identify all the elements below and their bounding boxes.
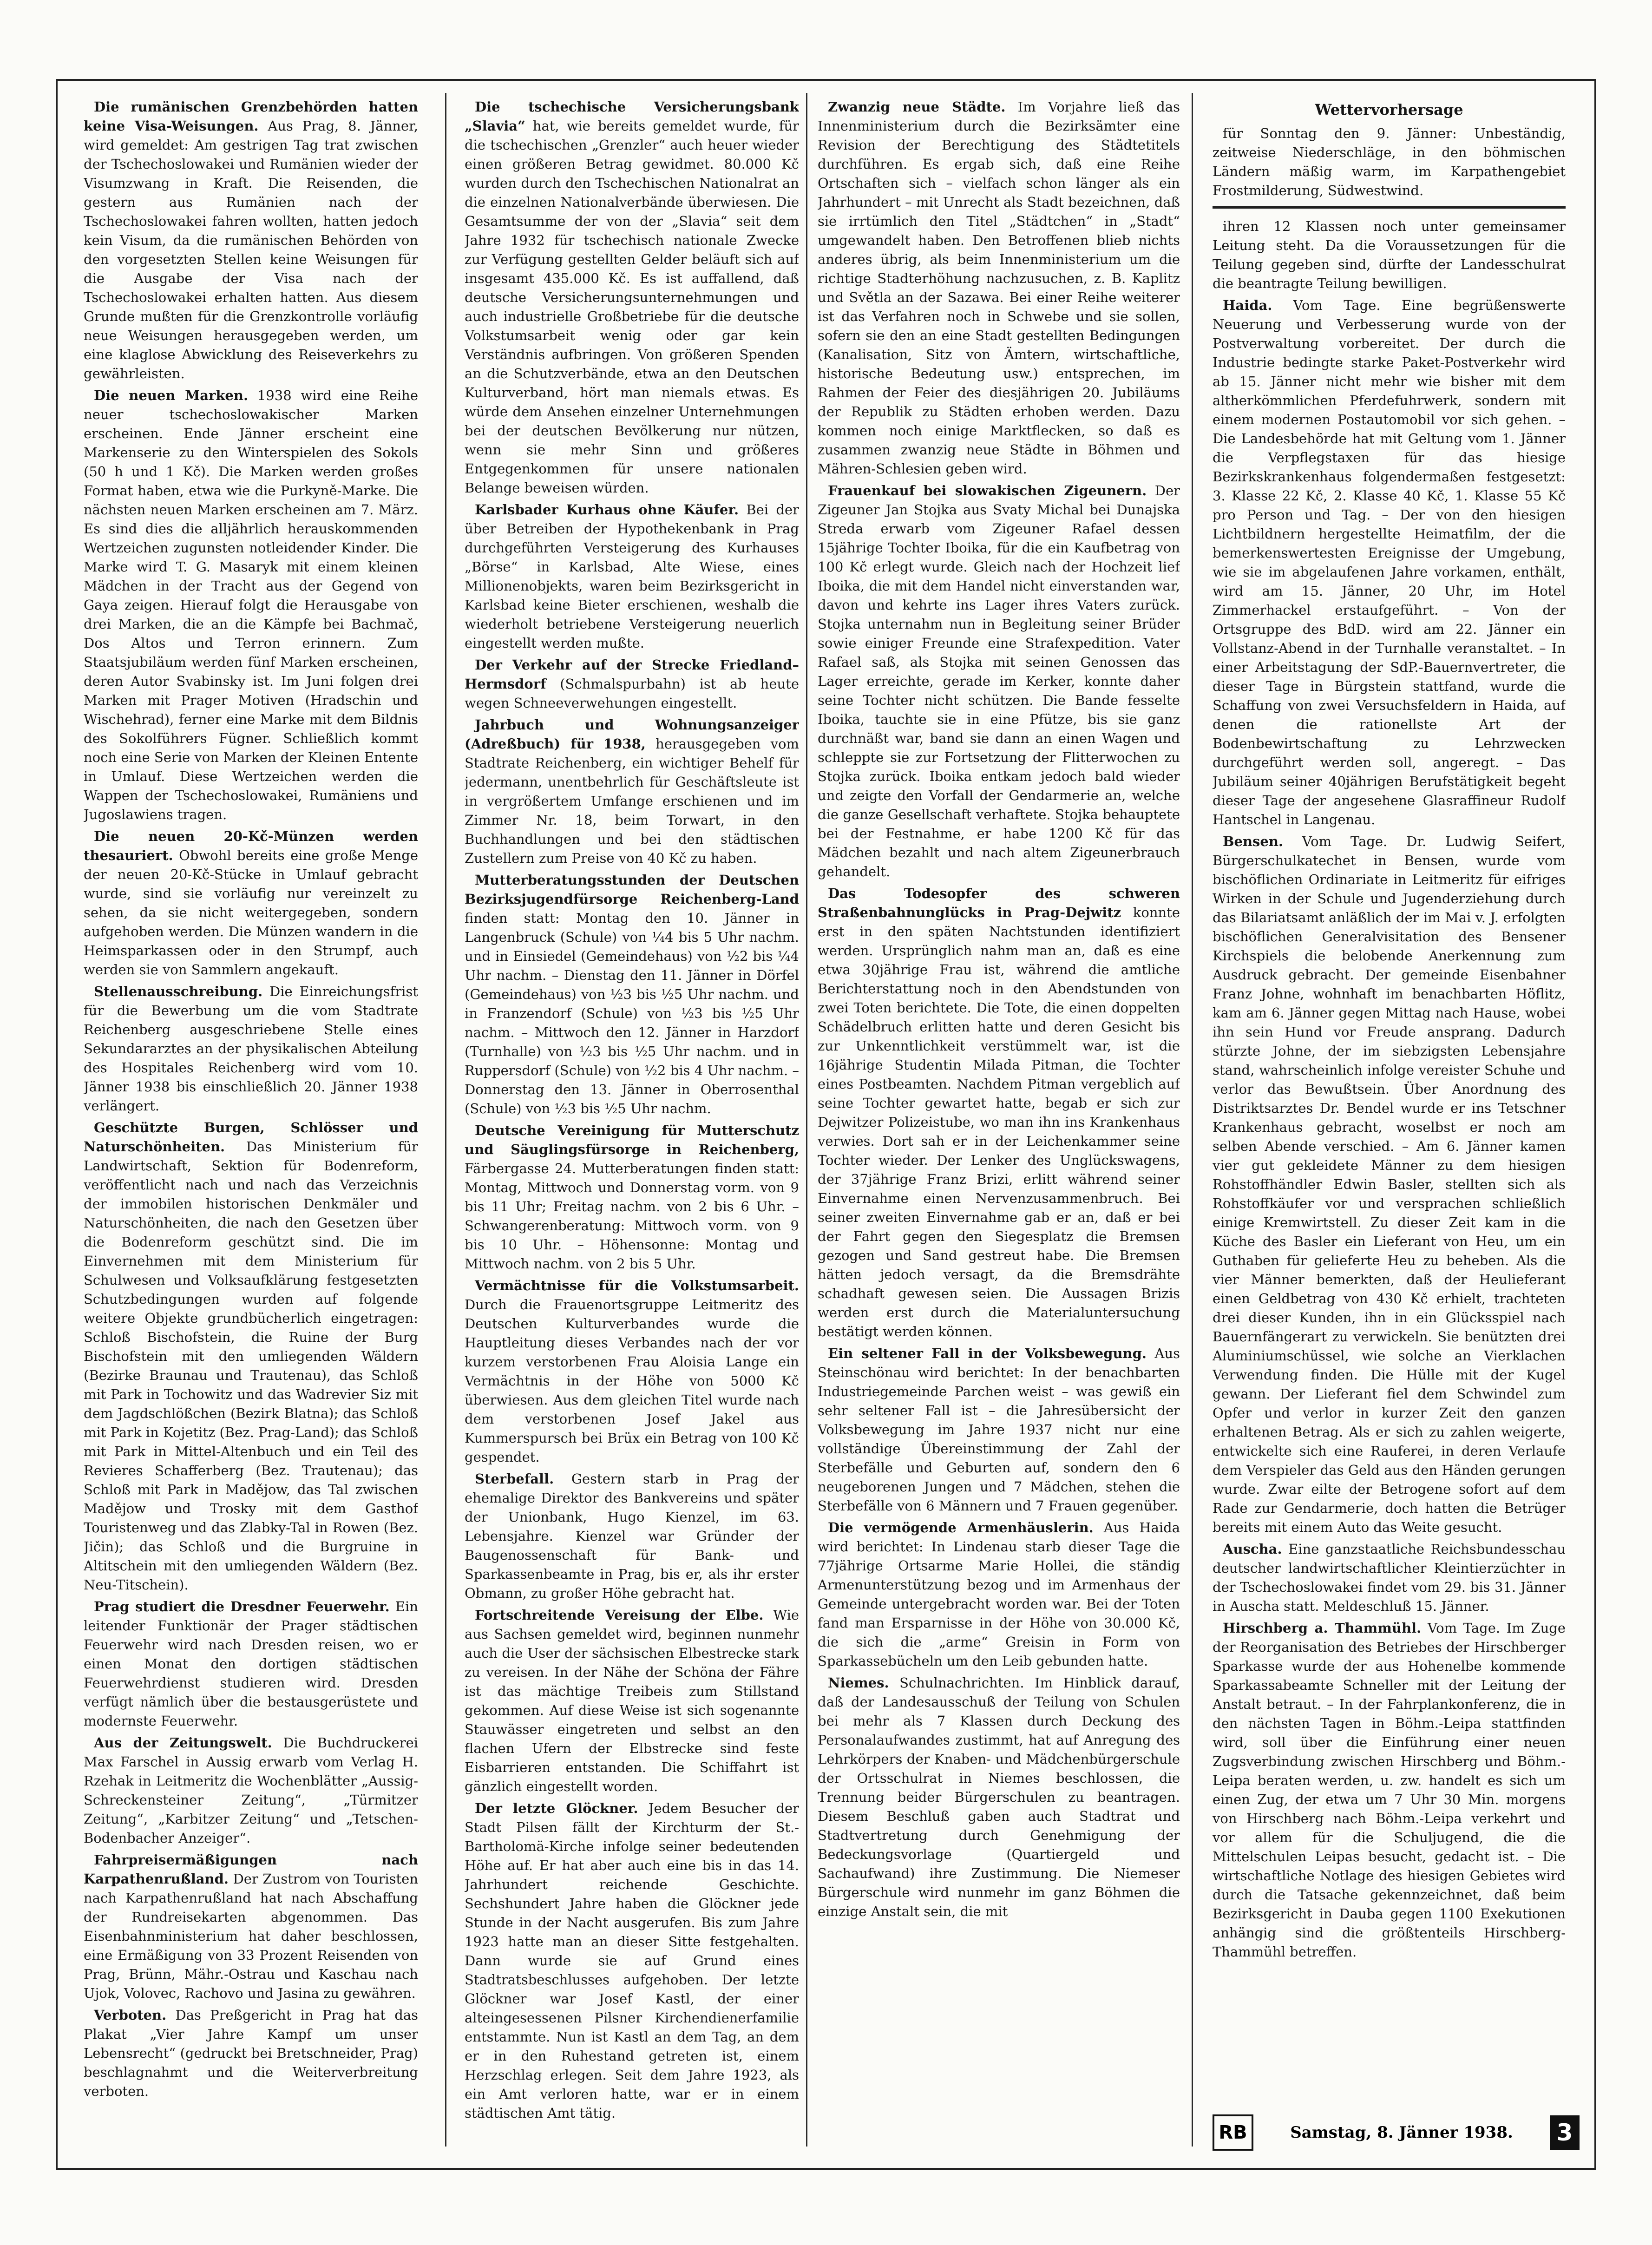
page-number: 3 <box>1550 2115 1580 2150</box>
article-headline: Fahrpreisermäßigungen nach Karpathenrußland. <box>84 1852 418 1887</box>
article-text: Der Zustrom von Touristen nach Karpathenrußland hat nach Abschaffung der Rundreisekarten abgenommen. Das Eisenbahnministerium hat daher beschlossen, eine Ermäßigung von 33 Prozent Reisenden von Prag, Brünn, Mähr.-Ostrau und Kaschau nach Ujok, Volovec, Rachovo und Jasina zu gewähren. <box>84 1871 418 2001</box>
article <box>465 656 799 713</box>
article-headline: Auscha. <box>1223 1541 1282 1557</box>
article <box>1213 1540 1566 1616</box>
article-headline: Der Verkehr auf der Strecke Friedland–Hermsdorf <box>465 657 799 692</box>
article-text: Im Vorjahre ließ das Innenministerium durch die Bezirksämter eine Revision der Berechtigung des Städtetitels durchführen. Es ergab sich, daß eine Reihe Ortschaften sich – vielfach schon länger als ein Jahrhundert – mit Unrecht als Stadt bezeichnen, daß sie irrtümlich den Titel „Städtchen“ in „Stadt“ umgewandelt haben. Den Betroffenen blieb nichts anderes übrig, als beim Innenministerium um die richtige Stadterhöhung nachzusuchen, z. B. Kaplitz und Světla an der Sazawa. Bei einer Reihe weiterer ist das Verfahren noch in Schwebe und sie sollen, sofern sie den an eine Stadt gestellten Bedingungen (Kanalisation, Sitz von Ämtern, wirtschaftliche, historische Bedeutung usw.) entsprechen, im Rahmen der Feier des diesjährigen 20. Jubiläums der Republik zu Städten erhoben werden. Dazu kommen noch einige Marktflecken, so daß es zusammen zwanzig neue Städte in Böhmen und Mähren-Schlesien geben wird. <box>818 99 1180 477</box>
article <box>465 500 799 653</box>
article <box>465 1799 799 2123</box>
article-text: Schulnachrichten. Im Hinblick darauf, daß der Landesausschuß der Teilung von Schulen bei mehr als 7 Klassen durch Deckung des Personalaufwandes zustimmt, hat auf Anregung des Lehrkörpers der Knaben- und Mädchenbürgerschule der Ortsschulrat in Niemes beschlossen, die Trennung beider Bürgerschulen zu beantragen. Diesem Beschluß gaben auch Stadtrat und Stadtvertretung durch Genehmigung der Bedeckungsvorlage (Quartiergeld und Sachaufwand) ihre Zustimmung. Die Niemeser Bürgerschule wird nunmehr im ganz Böhmen die einzige Anstalt sein, die mit <box>818 1675 1180 1919</box>
article <box>818 1674 1180 1921</box>
article <box>818 98 1180 479</box>
article <box>465 98 799 498</box>
article-headline: Die neuen 20-Kč-Münzen werden thesauriert. <box>84 828 418 863</box>
article-text: Gestern starb in Prag der ehemalige Direktor des Bankvereins und später der Unionbank, Hugo Kienzel, im 63. Lebensjahre. Kienzel war Gründer der Baugenossenschaft für Bank- und Sparkassenbeamte in Prag, bis er, als ihr erster Obmann, zu großer Höhe gebracht hat. <box>465 1471 799 1601</box>
article <box>465 871 799 1118</box>
article <box>84 98 418 383</box>
weather-divider <box>1213 206 1566 209</box>
article-text: Vom Tage. Im Zuge der Reorganisation des Betriebes der Hirschberger Sparkasse wurde der aus Hohenelbe kommende Sparkassabeamte Schneller mit der Leitung der Anstalt betraut. – In der Fahrplankonferenz, die in den nächsten Tagen in Böhm.-Leipa stattfinden wird, soll über die Einführung einer neuen Zugsverbindung zwischen Hirschberg und Böhm.-Leipa beraten werden, u. zw. handelt es sich um einen Zug, der etwa um 7 Uhr 30 Min. morgens von Hirschberg nach Böhm.-Leipa verkehrt und vor allem für die Schuljugend, die die Mittelschulen Leipas besucht, gedacht ist. – Die wirtschaftliche Notlage des hiesigen Gebietes wird durch die Tatsache gekennzeichnet, daß beim Bezirksgericht in Dauba gegen 1100 Exekutionen anhängig sind die größtenteils Hirschberg-Thammühl betreffen. <box>1213 1620 1566 1960</box>
article-text: Wie aus Sachsen gemeldet wird, beginnen nunmehr auch die User der sächsischen Elbestrecke stark zu vereisen. In der Nähe der Schöna der Fähre ist das mächtige Treibeis zum Stillstand gekommen. Auf diese Weise ist sich sogenannte Stauwässer eingetreten und selbst an den flachen Ufern der Elbstrecke sind feste Eisbarrieren entstanden. Die Schiffahrt ist gänzlich eingestellt worden. <box>465 1607 799 1794</box>
article-text: hat, wie bereits gemeldet wurde, für die tschechischen „Grenzler“ auch heuer wieder einen größeren Betrag gewidmet. 80.000 Kč wurden durch den Tschechischen Nationalrat an die einzelnen Nationalverbände überwiesen. Die Gesamtsumme der von der „Slavia“ seit dem Jahre 1932 für tschechisch nationale Zwecke zur Verfügung gestellten Gelder beläuft sich auf insgesamt 435.000 Kč. Es ist auffallend, daß deutsche Versicherungsunternehmungen und auch industrielle Großbetriebe für die deutsche Volkstumsarbeit wenig oder gar kein Verständnis aufbringen. Von größeren Spenden an die Schutzverbände, etwa an den Deutschen Kulturverband, hört man niemals etwas. Es würde dem Ansehen einzelner Unternehmungen bei der deutschen Bevölkerung nur nützen, wenn sie mehr Sinn und größeres Entgegenkommen für unsere nationalen Belange beweisen würden. <box>465 118 799 496</box>
article <box>818 1344 1180 1516</box>
article-text: Obwohl bereits eine große Menge der neuen 20-Kč-Stücke in Umlauf gebracht wurde, sind sie vorläufig nur vereinzelt zu sehen, da sie nicht weitergegeben, sondern aufgehoben werden. Die Münzen wandern in die Heimsparkassen oder in den Strumpf, auch werden sie von Sammlern angekauft. <box>84 847 418 978</box>
column-rule <box>806 93 807 2147</box>
article <box>1213 217 1566 293</box>
article-headline: Die neuen Marken. <box>94 387 249 403</box>
article-headline: Sterbefall. <box>475 1471 554 1487</box>
article-headline: Geschützte Burgen, Schlösser und Naturschönheiten. <box>84 1120 418 1155</box>
weather-title: Wettervorhersage <box>1315 101 1463 118</box>
column-1 <box>84 98 418 2151</box>
article-headline: Die rumänischen Grenzbehörden hatten keine Visa-Weisungen. <box>84 99 418 134</box>
article-text: Aus Prag, 8. Jänner, wird gemeldet: Am gestrigen Tag trat zwischen der Tschechoslowakei und Rumänien wieder der Visumzwang in Kraft. Die Reisenden, die gestern aus Rumänien nach der Tschechoslowakei fahren wollten, hatten jedoch kein Visum, da die rumänischen Behörden von den vorgesetzten Stellen keine Weisungen für die Ausgabe der Visa nach der Tschechoslowakei erhalten hatten. Aus diesem Grunde mußten für die Grenzkontrolle vorläufig neue Weisungen herausgegeben werden, um eine klaglose Abwicklung des Reiseverkehrs zu gewährleisten. <box>84 118 418 381</box>
article-text: Die Buchdruckerei Max Farschel in Aussig erwarb vom Verlag H. Rzehak in Leitmeritz die Wochenblätter „Aussig-Schreckensteiner Zeitung“, „Türmitzer Zeitung“, „Karbitzer Zeitung“ und „Tetschen-Bodenbacher Anzeiger“. <box>84 1735 418 1846</box>
article-text: Jedem Besucher der Stadt Pilsen fällt der Kirchturm der St.-Bartholomä-Kirche infolge seiner bedeutenden Höhe auf. Er hat aber auch eine bis in das 14. Jahrhundert reichende Geschichte. Sechshundert Jahre haben die Glöckner jede Stunde in der Nacht ausgerufen. Bis zum Jahre 1923 hatte man an dieser Sitte festgehalten. Dann wurde sie auf Grund eines Stadtratsbeschlusses aufgehoben. Der letzte Glöckner war Josef Kastl, der einer alteingesessenen Pilsner Kirchendienerfamilie entstammte. Nun ist Kastl an dem Tag, an dem er in den Ruhestand getreten ist, einem Herzschlag erlegen. Seit dem Jahre 1923, als ein Amt verloren hatte, war er in einem städtischen Amt tätig. <box>465 1800 799 2121</box>
article-text: Bei der über Betreiben der Hypothekenbank in Prag durchgeführten Versteigerung des Kurhauses „Börse“ in Karlsbad, Alte Wiese, eines Millionenobjekts, waren beim Bezirksgericht in Karlsbad keine Bieter erschienen, weshalb die wiederholt betriebene Versteigerung neuerlich eingestellt werden mußte. <box>465 502 799 651</box>
article-headline: Haida. <box>1223 297 1272 313</box>
article-text: Das Ministerium für Landwirtschaft, Sektion für Bodenreform, veröffentlicht nach und nach das Verzeichnis der immobilen historischen Denkmäler und Naturschönheiten, die nach den Gesetzen über die Bodenreform geschützt sind. Die im Einvernehmen mit dem Ministerium für Schulwesen und Volksaufklärung festgesetzten Schutzbedingungen wurden auf folgende weitere Objekte grundbücherlich eingetragen: Schloß Bischofstein, die Ruine der Burg Bischofstein mit den umliegenden Wäldern (Bezirke Braunau und Trautenau), das Schloß mit Park in Tochowitz und das Wadrevier Siz mit dem Jagdschlößchen (Bezirk Blatna); das Schloß mit Park in Kojetitz (Bez. Prag-Land); das Schloß mit Park in Mittel-Altenbuch und ein Teil des Revieres Schafferberg (Bez. Trautenau); das Schloß mit Park in Madějow, das Tal zwischen Madějow und Trosky mit dem Gasthof Touristenweg und das Zlabky-Tal in Rowen (Bez. Jičin); das Schloß und die Burgruine in Altitschein mit den umliegenden Wäldern (Bez. Neu-Titschein). <box>84 1139 418 1593</box>
article-headline: Hirschberg a. Thammühl. <box>1223 1620 1422 1636</box>
article <box>84 386 418 824</box>
article-headline: Das Todesopfer des schweren Straßenbahnunglücks in Prag-Dejwitz <box>818 886 1180 920</box>
article-headline: Die vermögende Armenhäuslerin. <box>828 1520 1094 1536</box>
article <box>465 1121 799 1273</box>
article-headline: Prag studiert die Dresdner Feuerwehr. <box>94 1599 390 1615</box>
article <box>818 1518 1180 1671</box>
article-headline: Verboten. <box>94 2007 167 2023</box>
article <box>1213 296 1566 829</box>
article-text: Die Einreichungsfrist für die Bewerbung um die vom Stadtrate Reichenberg ausgeschriebene Stelle eines Sekundararztes an der physikalischen Abteilung des Hospitales Reichenberg wird vom 10. Jänner 1938 bis einschließlich 20. Jänner 1938 verlängert. <box>84 984 418 1114</box>
article <box>818 884 1180 1341</box>
page-footer <box>1213 2114 1580 2151</box>
article <box>84 982 418 1116</box>
article <box>84 2006 418 2101</box>
article-headline: Fortschreitende Vereisung der Elbe. <box>475 1607 764 1623</box>
article-text: Ein leitender Funktionär der Prager städtischen Feuerwehr wird nach Dresden reisen, wo er einen Monat den dortigen städtischen Feuerwehrdienst studieren wird. Dresden verfügt nämlich über die bestausgerüstete und modernste Feuerwehr. <box>84 1599 418 1729</box>
article-headline: Deutsche Vereinigung für Mutterschutz und Säuglingsfürsorge in Reichenberg, <box>465 1122 799 1157</box>
article-headline: Vermächtnisse für die Volkstumsarbeit. <box>475 1278 799 1293</box>
article <box>84 1597 418 1731</box>
article-headline: Stellenausschreibung. <box>94 984 263 999</box>
article-text: konnte erst in den späten Nachtstunden identifiziert werden. Ursprünglich nahm man an, daß es eine etwa 30jährige Frau ist, während die amtliche Berichterstattung noch in den Abendstunden von zwei Toten berichtete. Die Tote, die einen doppelten Schädelbruch erlitten hatte und deren Gesicht bis zur Unkenntlichkeit verstümmelt war, ist die 16jährige Studentin Milada Pitman, die Tochter eines Postbeamten. Nachdem Pitman vergeblich auf seine Tochter gewartet hatte, begab er sich zur Dejwitzer Polizeistube, wo man ihn ins Krankenhaus verwies. Dort sah er in der Leichenkammer seine Tochter wieder. Der Lenker des Unglückswagens, der 37jährige Franz Brizi, erlitt während seiner Einvernahme einen Nervenzusammenbruch. Bei seiner zweiten Einvernahme gab er an, daß er bei der Fahrt gegen den Siegesplatz die Bremsen gezogen und Sand gestreut habe. Die Bremsen hätten jedoch versagt, da die Bremsdrähte schadhaft gewesen seien. Die Aussagen Brizis werden erst durch die Materialuntersuchung bestätigt werden können. <box>818 905 1180 1339</box>
article <box>465 1606 799 1796</box>
article <box>84 1851 418 2003</box>
article <box>84 827 418 979</box>
article-text: Aus Steinschönau wird berichtet: In der benachbarten Industriegemeinde Parchen weist – was gewiß ein sehr seltener Fall ist – die Jahresübersicht der Volksbewegung im Jahre 1937 nicht nur eine vollständige Übereinstimmung der Zahl der Sterbefälle und Geburten auf, sondern den 6 neugeborenen Jungen und 7 Mädchen, stehen die Sterbefälle von 6 Männern und 7 Frauen gegenüber. <box>818 1346 1180 1514</box>
article-text: ihren 12 Klassen noch unter gemeinsamer Leitung steht. Da die Voraussetzungen für die Teilung gegeben sind, dürfte der Landesschulrat die beantragte Teilung bewilligen. <box>1213 218 1566 291</box>
article <box>465 1276 799 1467</box>
article-headline: Ein seltener Fall in der Volksbewegung. <box>828 1346 1147 1361</box>
article-text: finden statt: Montag den 10. Jänner in Langenbruck (Schule) von ¼4 bis 5 Uhr nachm. und in Einsiedel (Gemeindehaus) von ½2 bis ¼4 Uhr nachm. – Dienstag den 11. Jänner in Dörfel (Gemeindehaus) von ½3 bis ½5 Uhr nachm. und in Franzendorf (Schule) von ½3 bis ½5 Uhr nachm. – Mittwoch den 12. Jänner in Harzdorf (Turnhalle) von ½3 bis ½5 Uhr nachm. und in Ruppersdorf (Schule) von ½2 bis 4 Uhr nachm. – Donnerstag den 13. Jänner in Oberrosenthal (Schule) von ½3 bis ½5 Uhr nachm. <box>465 910 799 1116</box>
article-headline: Die tschechische Versicherungsbank „Slavia“ <box>465 99 799 134</box>
article-headline: Der letzte Glöckner. <box>475 1800 638 1816</box>
article-headline: Bensen. <box>1223 834 1284 849</box>
article <box>1213 1619 1566 1962</box>
column-3 <box>818 98 1180 2151</box>
article-headline: Mutterberatungsstunden der Deutschen Bezirksjugendfürsorge Reichenberg-Land <box>465 872 799 907</box>
column-4 <box>1213 98 1566 2151</box>
article <box>84 1118 418 1595</box>
article-text: Färbergasse 24. Mutterberatungen finden statt: Montag, Mittwoch und Donnerstag vorm. von 9 bis 11 Uhr; Freitag nachm. von 2 bis 6 Uhr. – Schwangerenberatung: Mittwoch vorm. von 9 bis 10 Uhr. – Höhensonne: Montag und Mittwoch nachm. von 2 bis 5 Uhr. <box>465 1161 799 1272</box>
article-text: Vom Tage. Eine begrüßenswerte Neuerung und Verbesserung wurde von der Postverwaltung vorbereitet. Der durch die Industrie bedingte starke Paket-Postverkehr wird ab 15. Jänner nicht mehr wie bisher mit dem altherkömmlichen Pferdefuhrwerk, sondern mit einem modernen Postautomobil vor sich gehen. – Die Landesbehörde hat mit Geltung vom 1. Jänner die Verpflegstaxen für das hiesige Bezirkskrankenhaus folgendermaßen festgesetzt: 3. Klasse 22 Kč, 2. Klasse 40 Kč, 1. Klasse 55 Kč pro Person und Tag. – Der von den hiesigen Lichtbildnern hergestellte Heimatfilm, der die bemerkenswertesten Ereignisse der Umgebung, wie sie im abgelaufenen Jahre vorkamen, enthält, wird am 15. Jänner, 20 Uhr, im Hotel Zimmerhackel erstaufgeführt. – Von der Ortsgruppe des BdD. wird am 22. Jänner ein Vollstanz-Abend in der Turnhalle veranstaltet. – In einer Arbeitstagung der SdP.-Bauernvertreter, die dieser Tage in Bürgstein stattfand, wurde die Schaffung von zwei Versuchsfeldern in Haida, auf denen die rationellste Art der Bodenbewirtschaftung zu Lehrzwecken durchgeführt werden soll, angeregt. – Das Jubiläum seiner 40jährigen Berufstätigkeit begeht dieser Tage der angesehene Glasraffineur Rudolf Hantschel in Langenau. <box>1213 297 1566 827</box>
column-rule <box>445 93 446 2147</box>
weather-forecast: für Sonntag den 9. Jänner: Unbeständig, zeitweise Niederschläge, in den böhmischen Ländern mäßig warm, im Karpathengebiet Frostmilderung, Südwestwind. <box>1213 125 1566 198</box>
article-text: (Schmalspurbahn) ist ab heute wegen Schneeverwehungen eingestellt. <box>465 676 799 711</box>
article-headline: Jahrbuch und Wohnungsanzeiger (Adreßbuch) für 1938, <box>465 717 799 752</box>
article-headline: Karlsbader Kurhaus ohne Käufer. <box>475 502 739 518</box>
article-text: 1938 wird eine Reihe neuer tschechoslowakischer Marken erscheinen. Ende Jänner erscheint eine Markenserie zu den Winterspielen des Sokols (50 h und 1 Kč). Die Marken werden großes Format haben, etwa wie die Purkyně-Marke. Die nächsten neuen Marken erscheinen am 7. März. Es sind dies die alljährlich herauskommenden Wertzeichen zugunsten notleidender Kinder. Die Marke wird T. G. Masaryk mit einem kleinen Mädchen in der Tracht aus der Gegend von Gaya zeigen. Hierauf folgt die Herausgabe von drei Marken, die an die Kämpfe bei Bachmač, Dos Altos und Terron erinnern. Zum Staatsjubiläum werden fünf Marken erscheinen, deren Autor Svabinsky ist. Im Juni folgen drei Marken mit Prager Motiven (Hradschin und Wischehrad), ferner eine Marke mit dem Bildnis des Sokolführers Fügner. Schließlich kommt noch eine Serie von Marken der Kleinen Entente in Umlauf. Diese Wertzeichen werden die Wappen der Tschechoslowakei, Rumäniens und Jugoslawiens tragen. <box>84 387 418 822</box>
article-headline: Niemes. <box>828 1675 889 1691</box>
article-text: Der Zigeuner Jan Stojka aus Svaty Michal bei Dunajska Streda erwarb vom Zigeuner Rafael dessen 15jährige Tochter Iboika, für die ein Kaufbetrag von 100 Kč erlegt wurde. Gleich nach der Hochzeit lief Iboika, die mit dem Handel nicht einverstanden war, davon und kehrte ins Lager ihres Vaters zurück. Stojka unternahm nun in Begleitung seiner Brüder sowie einiger Freunde eine Strafexpedition. Vater Rafael saß, als Stojka mit seinen Genossen das Lager erreichte, gerade im Kerker, konnte daher seine Tochter nicht schützen. Die Bande fesselte Iboika, tauchte sie in eine Pfütze, bis sie ganz durchnäßt war, band sie dann an einen Wagen und schleppte sie zur Fortsetzung der Flitterwochen zu Stojka zurück. Iboika entkam jedoch bald wieder und zeigte den Vorfall der Gendarmerie an, welche die ganze Gesellschaft verhaftete. Stojka behauptete bei der Festnahme, er habe 1200 Kč für das Mädchen bezahlt und nach altem Zigeunerbrauch gehandelt. <box>818 483 1180 880</box>
article <box>818 481 1180 881</box>
issue-date: Samstag, 8. Jänner 1938. <box>1290 2123 1513 2142</box>
column-rule <box>1192 93 1193 2147</box>
column-2 <box>465 98 799 2151</box>
article-text: Vom Tage. Dr. Ludwig Seifert, Bürgerschulkatechet in Bensen, wurde vom bischöflichen Ordinariate in Leitmeritz für eifriges Wirken in der Schule und Jugenderziehung durch das Bilariatsamt anläßlich der im Mai v. J. erfolgten bischöflichen Generalvisitation des Bensener Kirchspiels die belobende Anerkennung zum Ausdruck gebracht. Der gemeinde Eisenbahner Franz Johne, wohnhaft im benachbarten Höflitz, kam am 6. Jänner gegen Mittag nach Hause, wobei ihn sein Hund vor Freude ansprang. Dadurch stürzte Johne, der im siebzigsten Lebensjahre stand, wahrscheinlich infolge vereister Schuhe und verlor das Bewußtsein. Über Anordnung des Distriktsarztes Dr. Bendel wurde er ins Tetschner Krankenhaus gebracht, woselbst er noch am selben Abende verschied. – Am 6. Jänner kamen vier gut gekleidete Männer zu dem hiesigen Rohstoffhändler Edwin Basler, stellten sich als Rohstoffkäufer vor und versprachen schließlich einige Kremwirtstell. Zu dieser Zeit kam in die Küche des Basler ein Lieferant von Heu, um ein Guthaben für gelieferte Heu zu beheben. Als die vier Männer bemerkten, daß der Heulieferant einen Geldbetrag von 430 Kč erhielt, trachteten drei dieser Kunden, ihn in ein Glücksspiel nach Bauernfängerart zu verwickeln. Sie benützten drei Aluminiumschüssel, wie solche an Vierklachen Verwendung finden. Die Hülle mit der Kugel gewann. Der Lieferant fiel dem Schwindel zum Opfer und verlor in kurzer Zeit den ganzen erhaltenen Betrag. Als er sich zu zahlen weigerte, entwickelte sich eine Rauferei, in deren Verlaufe dem Verspieler das Geld aus den Händen gerungen wurde. Zwar eilte der Betrogene sofort auf dem Rade zur Gendarmerie, doch hatten die Betrüger bereits mit einem Auto das Weite gesucht. <box>1213 834 1566 1535</box>
article-text: Aus Haida wird berichtet: In Lindenau starb dieser Tage die 77jährige Ortsarme Marie Hollei, die ständig Armenunterstützung bezog und im Armenhaus der Gemeinde untergebracht worden war. Bei der Toten fand man Ersparnisse in der Höhe von 30.000 Kč, die sich die „arme“ Greisin in Form von Sparkassebücheln um den Leib gebunden hatte. <box>818 1520 1180 1669</box>
article-headline: Zwanzig neue Städte. <box>828 99 1006 115</box>
article-text: Eine ganzstaatliche Reichsbundesschau deutscher landwirtschaftlicher Kleintierzüchter in der Tschechoslowakei findet vom 29. bis 31. Jänner in Auscha statt. Meldeschluß 15. Jänner. <box>1213 1541 1566 1614</box>
article-headline: Frauenkauf bei slowakischen Zigeunern. <box>828 483 1147 499</box>
article <box>1213 832 1566 1537</box>
article <box>84 1733 418 1848</box>
article <box>465 716 799 868</box>
article-text: herausgegeben vom Stadtrate Reichenberg, ein wichtiger Behelf für jedermann, unentbehrlich für Geschäftsleute ist in vergrößertem Umfange erschienen und im Zimmer Nr. 18, beim Torwart, in den Buchhandlungen und bei den städtischen Zustellern zum Preise von 40 Kč zu haben. <box>465 736 799 866</box>
article-text: Durch die Frauenortsgruppe Leitmeritz des Deutschen Kulturverbandes wurde die Hauptleitung dieses Verbandes nach der vor kurzem verstorbenen Frau Aloisia Lange ein Vermächtnis in der Höhe von 5000 Kč überwiesen. Aus dem gleichen Titel wurde nach dem verstorbenen Josef Jakel aus Kummerspursch bei Brüx ein Betrag von 100 Kč gespendet. <box>465 1297 799 1465</box>
article-text: Das Preßgericht in Prag hat das Plakat „Vier Jahre Kampf um unser Lebensrecht“ (gedruckt bei Bretschneider, Prag) beschlagnahmt und die Weiterverbreitung verboten. <box>84 2007 418 2099</box>
newspaper-logo: RB <box>1213 2114 1253 2151</box>
article-headline: Aus der Zeitungswelt. <box>94 1735 272 1751</box>
article <box>465 1470 799 1603</box>
